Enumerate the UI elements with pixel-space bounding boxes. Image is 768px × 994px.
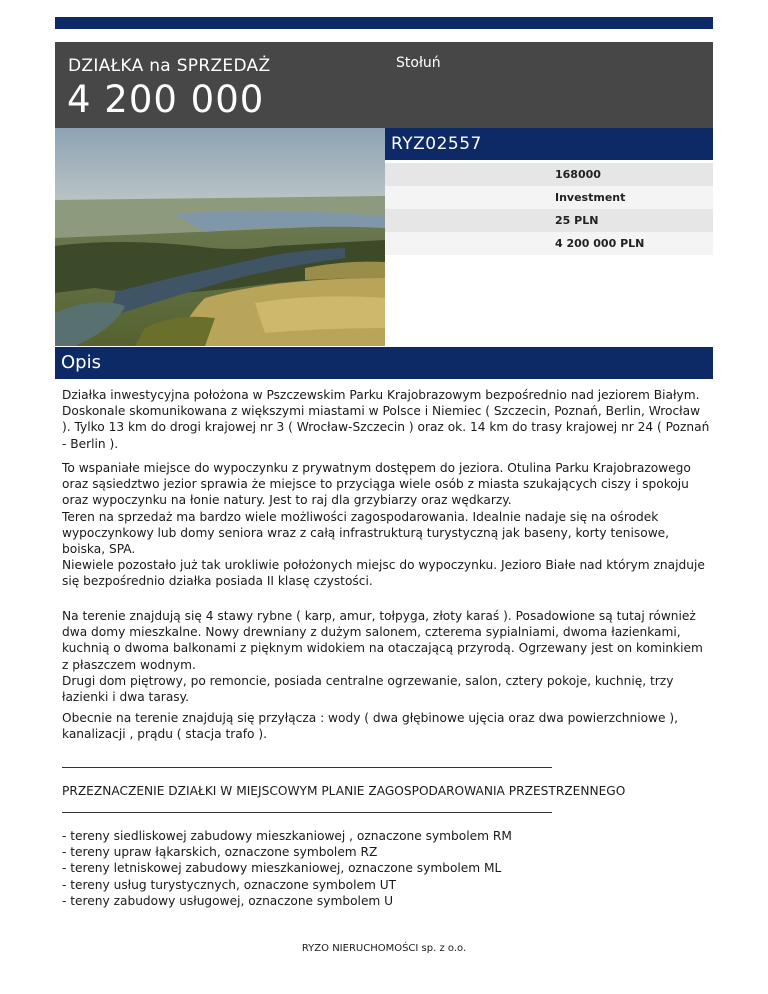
detail-row — [385, 163, 713, 186]
zoning-item: - tereny upraw łąkarskich, oznaczone symbolem RZ — [62, 845, 378, 860]
top-stripe — [55, 17, 713, 29]
detail-value: 25 PLN — [555, 214, 599, 227]
detail-row — [385, 232, 713, 255]
footer-company: RYZO NIERUCHOMOŚCI sp. z o.o. — [301, 943, 467, 954]
description-paragraph: Na terenie znajdują się 4 stawy rybne ( karp, amur, tołpyga, złoty karaś ). Posadowione są tutaj również dwa domy mieszkalne. Nowy drewniany z dużym salonem, czterema sypialniami, dwoma łazienkami, kuchnią o dwoma balkonami z pięknym widokiem na otaczającą przyrodą. Ogrzewany jest on kominkiem z płaszczem wodnym. — [62, 609, 703, 672]
reference-number: RYZ02557 — [391, 134, 482, 154]
description-block-1 — [62, 387, 710, 452]
section-title: Opis — [61, 352, 101, 373]
listing-type: DZIAŁKA na SPRZEDAŻ — [68, 56, 271, 76]
zoning-item: - tereny usług turystycznych, oznaczone symbolem UT — [62, 877, 397, 892]
description-paragraph: Drugi dom piętrowy, po remoncie, posiada centralne ogrzewanie, salon, cztery pokoje, kuchnię, trzy łazienki i dwa tarasy. — [62, 673, 674, 705]
description-block-2 — [62, 460, 710, 590]
description-block-3 — [62, 608, 710, 705]
description-paragraph: To wspaniałe miejsce do wypoczynku z prywatnym dostępem do jeziora. Otulina Parku Krajobrazowego oraz sąsiedztwo jezior sprawia że miejsce to przyciąga wiele osób z miasta szukających ciszy i spokoju oraz wypoczynku na łonie natury. Jest to raj dla grzybiarzy oraz wędkarzy. — [62, 461, 691, 508]
zoning-item: - tereny siedliskowej zabudowy mieszkaniowej , oznaczone symbolem RM — [62, 829, 512, 843]
description-block-4 — [62, 710, 710, 742]
description-paragraph: Niewiele pozostało już tak urokliwie położonych miejsc do wypoczynku. Jezioro Białe nad którym znajduje się bezpośrednio działka posiada II klasę czystości. — [62, 558, 705, 589]
detail-row — [385, 209, 713, 232]
zoning-list — [62, 828, 710, 909]
divider — [62, 812, 552, 813]
reference-bar — [385, 128, 713, 160]
details-table — [385, 163, 713, 255]
description-header — [55, 347, 713, 379]
zoning-item: - tereny letniskowej zabudowy mieszkaniowej, oznaczone symbolem ML — [62, 861, 502, 876]
listing-header — [55, 42, 713, 128]
zoning-item: - tereny zabudowy usługowej, oznaczone symbolem U — [62, 893, 394, 908]
detail-value: Investment — [555, 191, 626, 204]
detail-value: 4 200 000 PLN — [555, 237, 645, 250]
description-paragraph: Teren na sprzedaż ma bardzo wiele możliwości zagospodarowania. Idealnie nadaje się na ośrodek wypoczynkowy lub domy seniora wraz z całą infrastrukturą turystyczną jak baseny, korty tenisowe, boiska, SPA. — [62, 509, 670, 557]
description-paragraph: Działka inwestycyjna położona w Pszczewskim Parku Krajobrazowym bezpośrednio nad jeziorem Białym. Doskonale skomunikowana z większymi miastami w Polsce i Niemiec ( Szczecin, Poznań, Berlin, Wrocław ). Tylko 13 km do drogi krajowej nr 3 ( Wrocław-Szczecin ) oraz ok. 14 km do trasy krajowej nr 24 ( Poznań - Berlin ). — [62, 388, 710, 451]
divider — [62, 767, 552, 768]
property-photo — [55, 128, 385, 346]
listing-price: 4 200 000 — [67, 78, 265, 121]
detail-value: 168000 — [555, 168, 601, 181]
detail-row — [385, 186, 713, 209]
zoning-heading: PRZEZNACZENIE DZIAŁKI W MIEJSCOWYM PLANIE ZAGOSPODAROWANIA PRZESTRZENNEGO — [62, 784, 626, 798]
listing-location: Stołuń — [396, 55, 441, 71]
description-paragraph: Obecnie na terenie znajdują się przyłącza : wody ( dwa głębinowe ujęcia oraz dwa powierzchniowe ), kanalizacji , prądu ( stacja trafo ). — [62, 711, 679, 742]
